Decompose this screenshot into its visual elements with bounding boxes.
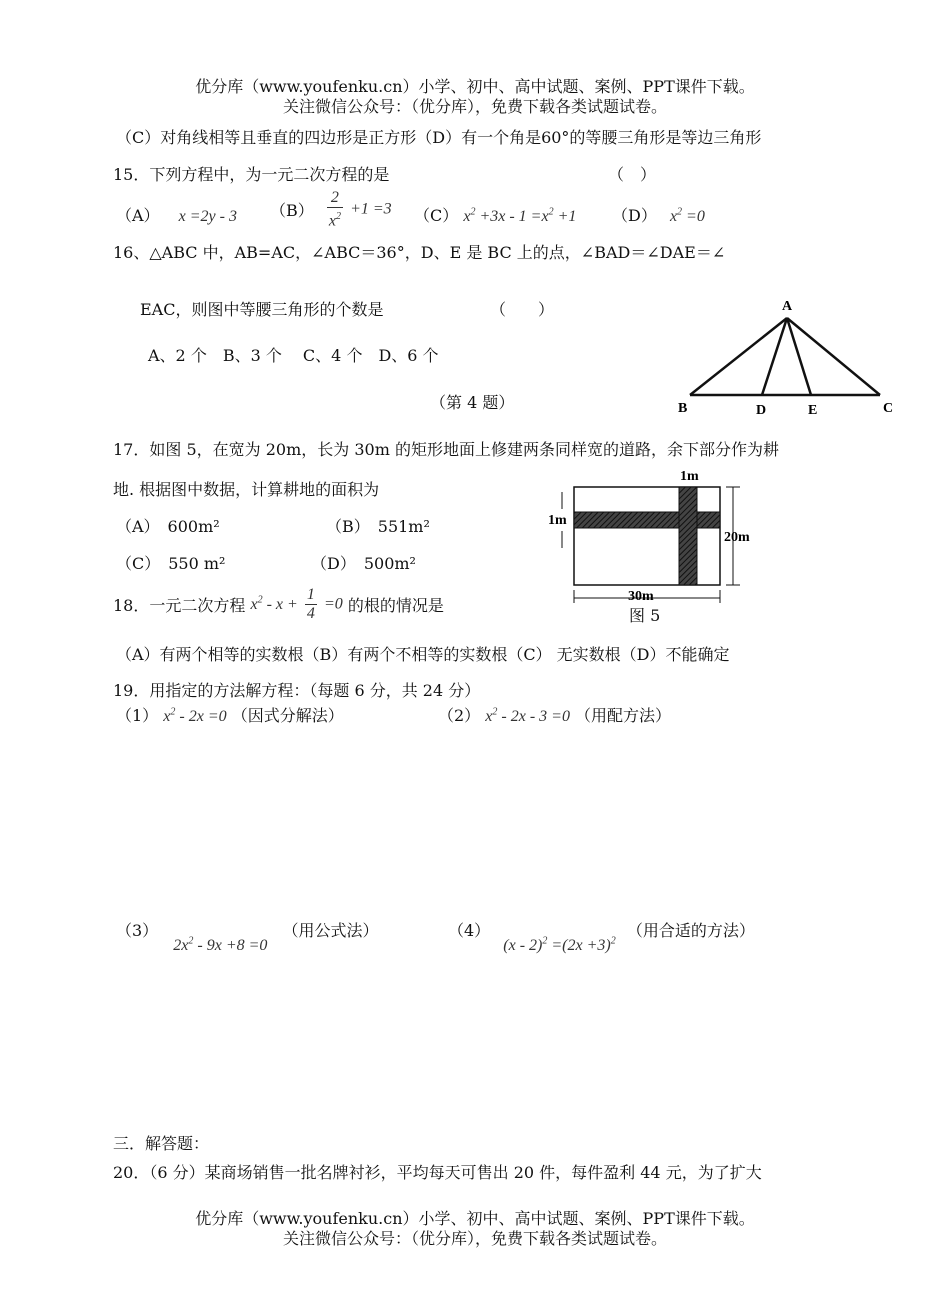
- q15-blank: （ ）: [608, 165, 657, 184]
- segment-ab: [690, 318, 787, 395]
- left-road-width-label: 1m: [548, 513, 567, 528]
- q15-option-b: （B） $\frac{2}{x^2}$ +1 =3: [270, 189, 392, 230]
- q16-stem-line2: EAC，则图中等腰三角形的个数是: [140, 300, 384, 319]
- header-line-2: 关注微信公众号：（优分库），免费下载各类试题试卷。: [282, 97, 667, 116]
- q17-stem-line1: 17．如图 5，在宽为 20m，长为 30m 的矩形地面上修建两条同样宽的道路，余下部分作为耕: [113, 440, 779, 459]
- q17-option-b: （B） 551m²: [326, 517, 430, 536]
- q14-options: （C）对角线相等且垂直的四边形是正方形（D）有一个角是60°的等腰三角形是等边三角形: [116, 128, 762, 147]
- q19-part-4: （4） $(x - 2)^2 =(2x +3)^2$ （用合适的方法）: [448, 921, 755, 954]
- section-3-title: 三．解答题：: [113, 1134, 210, 1153]
- q17-option-c: （C） 550 m²: [116, 554, 226, 573]
- q19-stem: 19．用指定的方法解方程：（每题 6 分，共 24 分）: [113, 681, 481, 700]
- q19-part-3: （3） $2x^2 - 9x +8 =0$ （用公式法）: [116, 921, 379, 954]
- q16-options: A、2 个 B、3 个 C、4 个 D、6 个: [148, 346, 439, 365]
- horizontal-road: [574, 512, 720, 528]
- segment-ad: [762, 318, 787, 395]
- q17-stem-line2: 地. 根据图中数据，计算耕地的面积为: [113, 480, 380, 499]
- q20-stem: 20．（6 分）某商场销售一批名牌衬衫，平均每天可售出 20 件，每件盈利 44 元，为了扩大: [113, 1163, 762, 1182]
- q17-option-d: （D） 500m²: [311, 554, 416, 573]
- segment-ac: [787, 318, 880, 395]
- q15-option-a: （A） x =2y - 3: [116, 206, 237, 225]
- q16-blank: （ ）: [490, 300, 555, 319]
- footer-line-1: 优分库（www.youfenku.cn）小学、初中、高中试题、案例、PPT课件下载。: [195, 1209, 755, 1228]
- q19-part-2: （2） $x^2 - 2x - 3 =0$ （用配方法）: [438, 706, 672, 725]
- q16-caption: （第 4 题）: [430, 393, 515, 412]
- q18-stem: 18．一元二次方程 $x^2$ - x + $\frac{1}{4}$ =0 的根的情况是: [113, 586, 444, 622]
- header-line-1: 优分库（www.youfenku.cn）小学、初中、高中试题、案例、PPT课件下载。: [195, 77, 755, 96]
- point-b-label: B: [678, 401, 688, 416]
- q19-part-1: （1） $x^2 - 2x =0$ （因式分解法）: [116, 706, 344, 725]
- q15-stem: 15．下列方程中，为一元二次方程的是: [113, 165, 390, 184]
- height-label: 20m: [724, 530, 750, 545]
- length-label: 30m: [628, 589, 654, 604]
- vertical-road: [679, 487, 697, 585]
- point-c-label: C: [883, 401, 894, 416]
- point-d-label: D: [756, 403, 767, 418]
- point-e-label: E: [808, 403, 818, 418]
- top-road-width-label: 1m: [680, 469, 699, 484]
- triangle-figure: [670, 292, 910, 422]
- q17-option-a: （A） 600m²: [116, 517, 220, 536]
- point-a-label: A: [782, 299, 793, 314]
- q18-options: （A）有两个相等的实数根（B）有两个不相等的实数根（C） 无实数根（D）不能确定: [116, 645, 730, 664]
- field-rectangle: [574, 487, 720, 585]
- q15-option-d: （D） $x^2 =0$: [612, 206, 705, 225]
- footer-line-2: 关注微信公众号：（优分库），免费下载各类试题试卷。: [282, 1229, 667, 1248]
- q16-stem-line1: 16、△ABC 中，AB=AC，∠ABC＝36°，D、E 是 BC 上的点，∠BAD＝∠DAE＝∠: [113, 243, 726, 262]
- q15-option-c: （C） $x^2 +3x - 1 =x^2 +1$: [414, 206, 577, 225]
- road-figure-caption: 图 5: [629, 606, 661, 625]
